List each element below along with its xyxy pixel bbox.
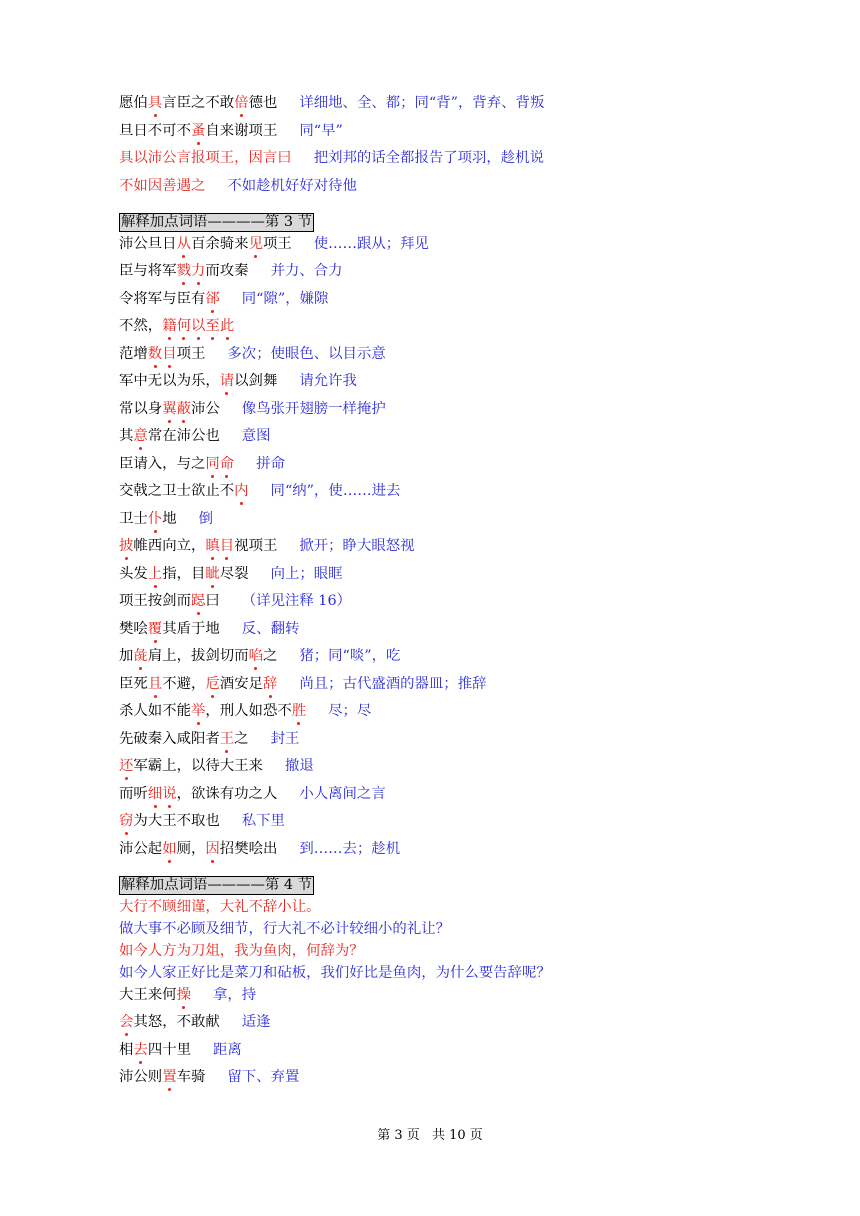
dotted-keyword: 倍 (234, 95, 249, 111)
dotted-keyword: 请 (219, 373, 235, 389)
dotted-keyword: 至 (205, 318, 220, 334)
plain-text: 指，目 (162, 565, 206, 582)
vocab-entry (119, 455, 819, 473)
plain-text: 杀人如不能 (119, 703, 191, 719)
plain-text: 项王 (262, 235, 292, 252)
source-text (119, 511, 177, 527)
plain-text: 肩上，拔剑切而 (147, 648, 249, 664)
dotted-keyword: 啗 (248, 648, 263, 664)
gloss-text: 小人离间之言 (299, 785, 386, 802)
plain-text: 军霸上，以待大王来 (133, 758, 263, 774)
plain-text: 其 (119, 428, 134, 444)
document-body (119, 94, 819, 1085)
plain-text: 而听 (119, 785, 148, 802)
plain-text: 臣与将军 (119, 263, 177, 279)
plain-text: 曰 (205, 593, 220, 609)
dotted-keyword: 蔽 (176, 400, 191, 417)
vocab-entry (119, 149, 819, 167)
vocab-entry (119, 592, 819, 610)
plain-text: 四十里 (147, 1041, 191, 1058)
dotted-keyword: 会 (119, 1014, 134, 1030)
page-total: 共 10 页 (431, 1128, 483, 1143)
vocab-entry (119, 262, 819, 280)
plain-text: 为大王不取也 (133, 813, 220, 829)
gloss-text: 撤退 (284, 758, 314, 774)
plain-text: 地 (162, 510, 177, 527)
plain-text: 之 (262, 648, 278, 664)
dotted-keyword: 郤 (205, 290, 220, 307)
dotted-keyword: 以 (191, 318, 206, 334)
vocab-entry (119, 510, 819, 528)
plain-text: 常在沛公也 (147, 428, 220, 444)
gloss-text: 意图 (241, 428, 271, 444)
section-1 (119, 94, 819, 195)
vocab-entry (119, 647, 819, 665)
dotted-keyword: 瞋 (205, 538, 220, 554)
vocab-entry (119, 1068, 819, 1086)
vocab-entry (119, 675, 819, 693)
vocab-entry (119, 400, 819, 418)
gloss-text: 倒 (198, 510, 214, 527)
source-text (119, 236, 292, 252)
plain-text: 臣请入，与之 (119, 455, 206, 472)
source-text (119, 841, 277, 857)
dotted-keyword: 从 (176, 235, 191, 252)
vocab-entry (119, 812, 819, 830)
source-text (119, 987, 191, 1003)
source-text (119, 648, 277, 664)
dotted-keyword: 上 (147, 565, 163, 582)
dotted-keyword: 置 (162, 1069, 177, 1085)
dotted-keyword: 命 (219, 455, 235, 472)
highlight-text: 不如因善遇之 (119, 177, 206, 194)
dotted-keyword: 何 (176, 318, 191, 334)
dotted-keyword: 戮 (176, 263, 191, 279)
section-header: 解释加点词语————第 3 节 (121, 213, 312, 230)
source-text (119, 676, 277, 692)
source-text (119, 566, 249, 582)
plain-text: 其盾于地 (162, 620, 220, 637)
gloss-text: 反、翻转 (241, 620, 300, 637)
source-text (119, 291, 220, 307)
plain-text: 沛公则 (119, 1069, 163, 1085)
gloss-text: 同“隙”，嫌隙 (241, 290, 329, 307)
plain-text: 大王来何 (119, 986, 177, 1003)
gloss-text: 封王 (270, 730, 300, 747)
source-text (119, 813, 220, 829)
dotted-keyword: 同 (205, 455, 220, 472)
highlight-text: 具以沛公言报项王，因言曰 (119, 150, 292, 166)
gloss-text: 私下里 (241, 813, 285, 829)
plain-text: 百余骑来 (190, 235, 249, 252)
gloss-text: 拼命 (256, 455, 285, 472)
dotted-keyword: 窃 (119, 813, 134, 829)
plain-text: 愿伯 (119, 95, 148, 111)
plain-text: 不避， (162, 675, 206, 692)
source-text (119, 758, 263, 774)
gloss-text: 像鸟张开翅膀一样掩护 (241, 400, 386, 417)
vocab-entry (119, 840, 819, 858)
gloss-text: 猪；同“啖”，吃 (299, 648, 401, 664)
vocab-entry (119, 427, 819, 445)
source-text (119, 1014, 220, 1030)
plain-text: 相 (119, 1041, 134, 1058)
plain-text: 自来谢项王 (205, 122, 278, 139)
page-footer (0, 1127, 860, 1145)
dotted-keyword: 见 (248, 235, 263, 252)
dotted-keyword: 籍 (162, 318, 177, 334)
dotted-keyword: 辞 (262, 675, 278, 692)
gloss-text: 不如趁机好好对待他 (227, 177, 357, 194)
plain-text: ，刑人如恐不 (205, 703, 292, 719)
section-3 (119, 874, 819, 1087)
source-text (119, 178, 205, 194)
gloss-text: 尽；尽 (328, 703, 372, 719)
plain-text: 沛公起 (119, 840, 163, 857)
source-text (119, 401, 220, 417)
source-text (119, 703, 306, 719)
dotted-keyword: 数 (147, 345, 163, 362)
vocab-entry (119, 702, 819, 720)
plain-text: 先破秦入咸阳者 (119, 730, 220, 747)
vocab-entry (119, 290, 819, 308)
plain-text: 令将军与臣有 (119, 290, 206, 307)
plain-text: 尽裂 (219, 565, 249, 582)
plain-text: 项王 (176, 345, 206, 362)
vocab-entry (119, 1041, 819, 1059)
vocab-entry (119, 785, 819, 803)
dotted-keyword: 去 (133, 1041, 148, 1058)
gloss-text: 距离 (213, 1041, 242, 1058)
gloss-text: 把刘邦的话全都报告了项羽，趁机说 (313, 150, 544, 166)
dotted-keyword: 卮 (205, 675, 220, 692)
source-text (119, 538, 277, 554)
dotted-keyword: 内 (234, 483, 249, 499)
gloss-text: 同“早” (299, 122, 343, 139)
source-text (119, 1069, 205, 1085)
dotted-keyword: 具 (147, 95, 163, 111)
dotted-keyword: 彘 (133, 648, 148, 664)
plain-text: 交戟之卫士欲止不 (119, 483, 235, 499)
section-header: 解释加点词语————第 4 节 (121, 876, 312, 893)
gloss-text: 同“纳”，使……进去 (270, 483, 401, 499)
plain-text: 头发 (119, 565, 148, 582)
plain-text: 车骑 (176, 1069, 206, 1085)
vocab-entry (119, 94, 819, 112)
dotted-keyword: 覆 (147, 620, 163, 637)
source-text (119, 373, 277, 389)
plain-text: 卫士 (119, 510, 148, 527)
source-text (119, 428, 220, 444)
gloss-text: 到……去；趁机 (299, 840, 401, 857)
gloss-text: 并力、合力 (270, 263, 343, 279)
gloss-text: 向上；眼眶 (270, 565, 343, 582)
gloss-text: 请允许我 (299, 373, 357, 389)
dotted-keyword: 意 (133, 428, 148, 444)
vocab-entry (119, 317, 819, 335)
page-number: 第 3 页 (377, 1128, 420, 1143)
dotted-keyword: 仆 (147, 510, 163, 527)
source-text (119, 346, 205, 362)
source-sentence: 大行不顾细谨，大礼不辞小让。 (119, 898, 321, 915)
gloss-text: （详见注释 16） (241, 593, 352, 609)
source-text (119, 731, 249, 747)
plain-text: 加 (119, 648, 134, 664)
gloss-text: 适逢 (241, 1014, 271, 1030)
plain-text: 帷西向立， (133, 538, 206, 554)
vocab-entry (119, 757, 819, 775)
translation-line (119, 964, 819, 982)
plain-text: ，欲诛有功之人 (176, 785, 278, 802)
vocab-entry (119, 1013, 819, 1031)
source-text (119, 123, 277, 139)
source-sentence: 如今人方为刀俎，我为鱼肉，何辞为？ (119, 942, 364, 959)
translation-line (119, 920, 819, 938)
translation-text: 如今人家正好比是菜刀和砧板，我们好比是鱼肉，为什么要告辞呢？ (119, 964, 551, 981)
vocab-entry (119, 122, 819, 140)
vocab-entry (119, 986, 819, 1004)
plain-text: 德也 (248, 95, 278, 111)
source-text (119, 95, 277, 111)
dotted-keyword: 翼 (162, 400, 177, 417)
dotted-keyword: 王 (219, 730, 235, 747)
vocab-entry (119, 730, 819, 748)
dotted-keyword: 跽 (190, 593, 206, 609)
source-text (119, 150, 292, 166)
translation-text: 做大事不必顾及细节，行大礼不必计较细小的礼让？ (119, 920, 450, 937)
vocab-entry (119, 537, 819, 555)
dotted-keyword: 蚤 (190, 122, 206, 139)
dotted-keyword: 举 (190, 703, 206, 719)
source-text (119, 263, 249, 279)
source-text (119, 621, 220, 637)
plain-text: 沛公 (191, 400, 220, 417)
dotted-keyword: 说 (162, 785, 177, 802)
dotted-keyword: 力 (190, 263, 206, 279)
plain-text: 视项王 (234, 538, 278, 554)
plain-text: 以剑舞 (234, 373, 278, 389)
translation-line (119, 898, 819, 916)
vocab-entry (119, 235, 819, 253)
vocab-entry (119, 565, 819, 583)
dotted-keyword: 目 (162, 345, 177, 362)
plain-text: 常以身 (119, 400, 163, 417)
dotted-keyword: 如 (162, 840, 177, 857)
plain-text: 厕， (176, 840, 206, 857)
source-text (119, 456, 234, 472)
gloss-text: 掀开；睁大眼怒视 (299, 538, 415, 554)
gloss-text: 多次；使眼色、以目示意 (227, 345, 386, 362)
dotted-keyword: 且 (147, 675, 163, 692)
vocab-entry (119, 345, 819, 363)
plain-text: 臣死 (119, 675, 148, 692)
section-2 (119, 211, 819, 858)
source-text (119, 1042, 191, 1058)
plain-text: 沛公旦日 (119, 235, 177, 252)
plain-text: 项王按剑而 (119, 593, 191, 609)
dotted-keyword: 目 (219, 538, 235, 554)
gloss-text: 留下、弃置 (227, 1069, 300, 1085)
plain-text: 军中无以为乐， (119, 373, 220, 389)
translation-line (119, 942, 819, 960)
dotted-keyword: 因 (205, 840, 220, 857)
dotted-keyword: 此 (219, 318, 235, 334)
source-text (119, 593, 220, 609)
source-text (119, 318, 234, 334)
source-text (119, 483, 249, 499)
plain-text: 范增 (119, 345, 148, 362)
plain-text: 其怒，不敢献 (133, 1014, 220, 1030)
plain-text: 酒安足 (219, 675, 263, 692)
gloss-text: 拿，持 (212, 986, 257, 1003)
dotted-keyword: 眦 (205, 565, 220, 582)
plain-text: 樊哙 (119, 620, 148, 637)
dotted-keyword: 胜 (291, 703, 307, 719)
plain-text: 之 (234, 730, 249, 747)
dotted-keyword: 细 (147, 785, 163, 802)
dotted-keyword: 还 (119, 758, 134, 774)
plain-text: 不然， (119, 318, 163, 334)
plain-text: 招樊哙出 (219, 840, 278, 857)
vocab-entry (119, 482, 819, 500)
vocab-entry (119, 372, 819, 390)
gloss-text: 尚且；古代盛酒的器皿；推辞 (299, 675, 487, 692)
gloss-text: 使……跟从；拜见 (313, 235, 429, 252)
plain-text: 言臣之不敢 (162, 95, 235, 111)
source-text (119, 786, 277, 802)
gloss-text: 详细地、全、都；同“背”，背弃、背叛 (299, 95, 545, 111)
vocab-entry (119, 177, 819, 195)
plain-text: 旦日不可不 (119, 122, 191, 139)
plain-text: 而攻秦 (205, 263, 249, 279)
dotted-keyword: 操 (176, 986, 191, 1003)
vocab-entry (119, 620, 819, 638)
dotted-keyword: 披 (119, 538, 134, 554)
